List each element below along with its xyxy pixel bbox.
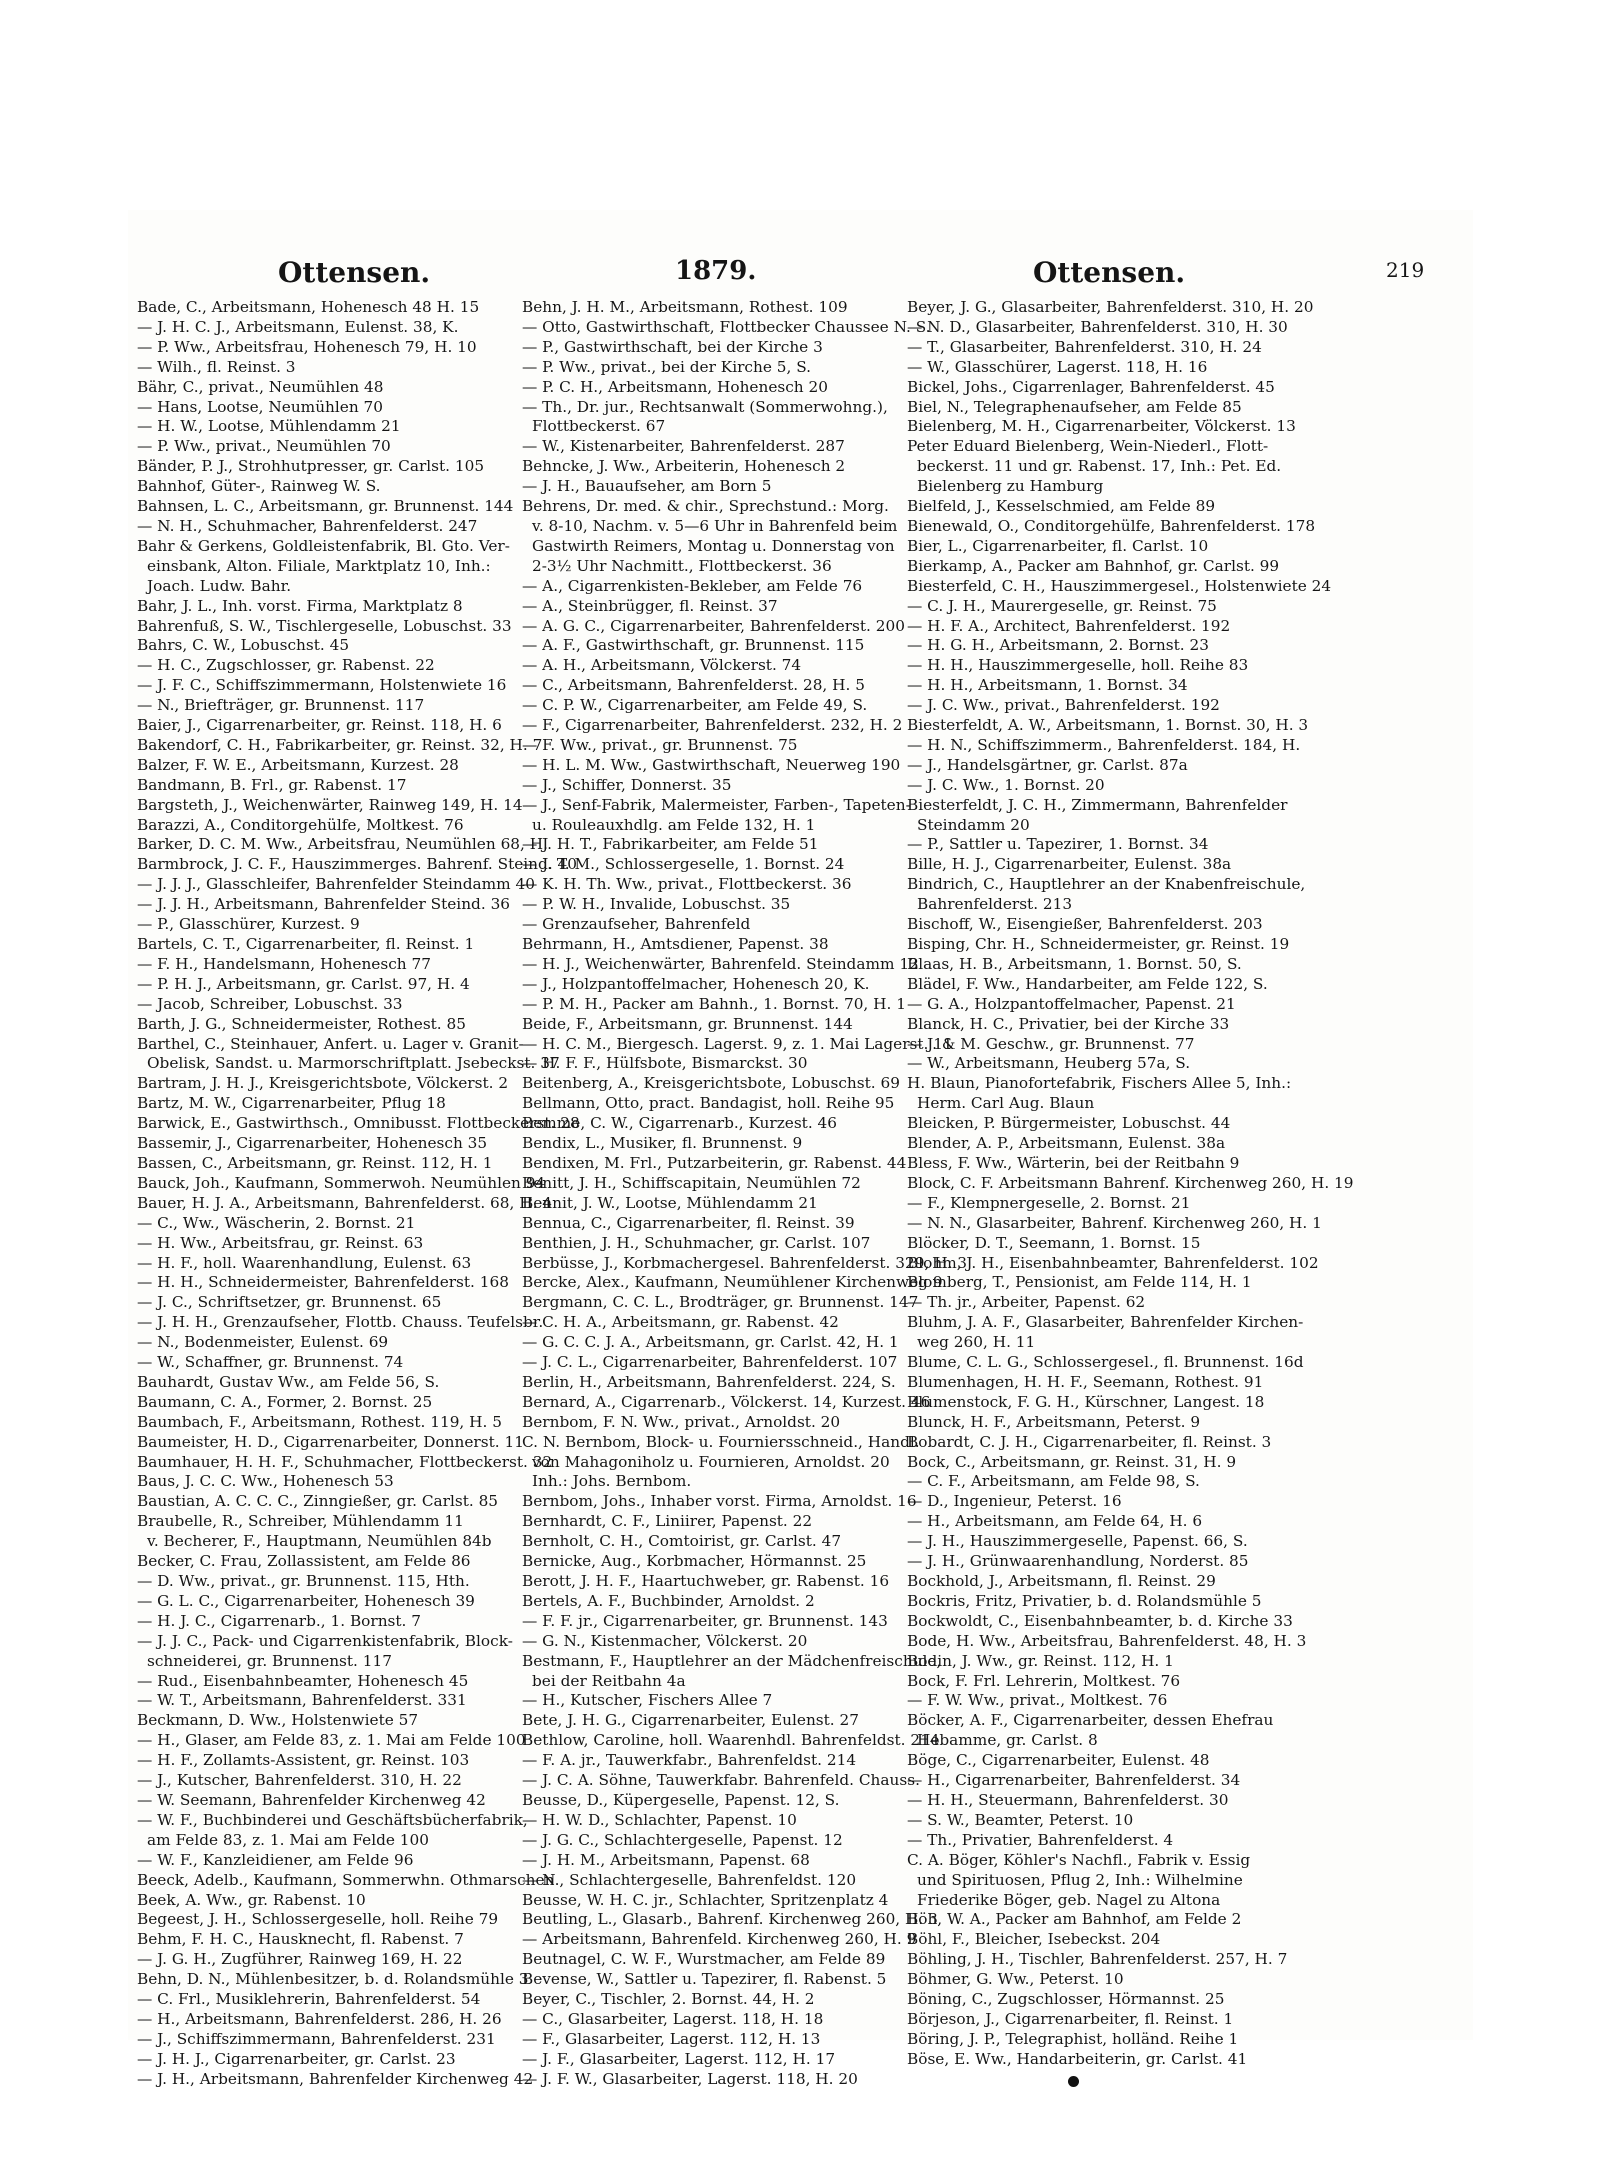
directory-entry: Bassemir, J., Cigarrenarbeiter, Hohenesch 35 — [137, 1134, 488, 1153]
directory-entry: Blomberg, T., Pensionist, am Felde 114, H. 1 — [907, 1273, 1252, 1292]
directory-entry: — J. C. Ww., 1. Bornst. 20 — [907, 775, 1105, 794]
directory-entry: — W., Arbeitsmann, Heuberg 57a, S. — [907, 1054, 1191, 1073]
directory-entry: Blunck, H. F., Arbeitsmann, Peterst. 9 — [907, 1412, 1201, 1431]
directory-entry: Bernbom, Johs., Inhaber vorst. Firma, Arnoldst. 16 — [522, 1492, 917, 1511]
directory-entry: — H. C. M., Biergesch. Lagerst. 9, z. 1. Mai Lagerst. 11 — [522, 1034, 953, 1053]
directory-entry: Blume, C. L. G., Schlossergesel., fl. Brunnenst. 16d — [907, 1353, 1304, 1372]
directory-entry: Böcker, A. F., Cigarrenarbeiter, dessen Ehefrau — [907, 1711, 1274, 1730]
directory-entry: Bartz, M. W., Cigarrenarbeiter, Pflug 18 — [137, 1094, 446, 1113]
directory-entry: Bielfeld, J., Kesselschmied, am Felde 89 — [907, 497, 1216, 516]
directory-entry: — J. T. M., Schlossergeselle, 1. Bornst. 24 — [522, 855, 845, 874]
directory-entry: — J. H., Arbeitsmann, Bahrenfelder Kirchenweg 42 — [137, 2069, 534, 2088]
directory-entry: — F., Cigarrenarbeiter, Bahrenfelderst. 232, H. 2 — [522, 716, 903, 735]
directory-entry: — Arbeitsmann, Bahrenfeld. Kirchenweg 260, H. 9 — [522, 1930, 917, 1949]
directory-entry: Bahrs, C. W., Lobuschst. 45 — [137, 636, 350, 655]
directory-entry: Braubelle, R., Schreiber, Mühlendamm 11 — [137, 1512, 464, 1531]
directory-entry: Bercke, Alex., Kaufmann, Neumühlener Kirchenweg 9 — [522, 1273, 943, 1292]
directory-entry: — H. C., Zugschlosser, gr. Rabenst. 22 — [137, 656, 435, 675]
directory-entry: — A., Cigarrenkisten-Bekleber, am Felde 76 — [522, 576, 863, 595]
directory-entry: — J., Holzpantoffelmacher, Hohenesch 20, K. — [522, 974, 870, 993]
directory-entry: — T., Glasarbeiter, Bahrenfelderst. 310, H. 24 — [907, 337, 1262, 356]
directory-entry: Bierkamp, A., Packer am Bahnhof, gr. Carlst. 99 — [907, 556, 1280, 575]
directory-entry: Berott, J. H. F., Haartuchweber, gr. Rabenst. 16 — [522, 1572, 890, 1590]
directory-entry: Beide, F., Arbeitsmann, gr. Brunnenst. 144 — [522, 1014, 853, 1033]
directory-entry: Bock, F. Frl. Lehrerin, Moltkest. 76 — [907, 1671, 1181, 1690]
directory-entry: — N. H., Schuhmacher, Bahrenfelderst. 247 — [137, 516, 478, 535]
directory-entry: Becker, C. Frau, Zollassistent, am Felde 86 — [137, 1552, 471, 1571]
directory-entry: — A., Steinbrügger, fl. Reinst. 37 — [522, 596, 778, 615]
directory-entry: Friederike Böger, geb. Nagel zu Altona — [917, 1890, 1221, 1909]
directory-entry: — H. H., Hauszimmergeselle, holl. Reihe 83 — [907, 656, 1249, 675]
directory-entry: — W. Seemann, Bahrenfelder Kirchenweg 42 — [137, 1790, 486, 1809]
directory-entry: Baus, J. C. C. Ww., Hohenesch 53 — [137, 1472, 394, 1491]
directory-entry: v. Becherer, F., Hauptmann, Neumühlen 84b — [147, 1532, 492, 1551]
directory-entry: Obelisk, Sandst. u. Marmorschriftplatt. Jsebeckst. 37 — [147, 1054, 560, 1073]
directory-entry: — W., Schaffner, gr. Brunnenst. 74 — [137, 1353, 404, 1372]
directory-entry: — J. J. C., Pack- und Cigarrenkistenfabrik, Block- — [137, 1631, 513, 1650]
directory-entry: Baumann, C. A., Former, 2. Bornst. 25 — [137, 1392, 433, 1411]
directory-entry: Baumhauer, H. H. F., Schuhmacher, Flottbeckerst. 32 — [137, 1452, 553, 1471]
directory-entry: — H. N., Schiffszimmerm., Bahrenfelderst. 184, H. — [907, 735, 1301, 754]
directory-entry: Beeck, Adelb., Kaufmann, Sommerwhn. Othmarschen — [137, 1870, 555, 1889]
directory-entry: Börjeson, J., Cigarrenarbeiter, fl. Reinst. 1 — [907, 2009, 1234, 2028]
directory-entry: — J. H. T., Fabrikarbeiter, am Felde 51 — [522, 835, 819, 854]
directory-entry: Block, C. F. Arbeitsmann Bahrenf. Kirchenweg 260, H. 19 — [907, 1173, 1354, 1192]
header-left-title: Ottensen. — [278, 256, 431, 289]
directory-entry: — J. F., Glasarbeiter, Lagerst. 112, H. 17 — [522, 2049, 836, 2068]
directory-entry: Inh.: Johs. Bernbom. — [532, 1472, 692, 1491]
directory-entry: — W. F., Buchbinderei und Geschäftsbücherfabrik, — [137, 1810, 528, 1829]
directory-entry: Bete, J. H. G., Cigarrenarbeiter, Eulenst. 27 — [522, 1711, 859, 1730]
directory-entry: v. 8-10, Nachm. v. 5—6 Uhr in Bahrenfeld beim — [532, 516, 898, 535]
directory-entry: — Rud., Eisenbahnbeamter, Hohenesch 45 — [137, 1671, 469, 1690]
directory-entry: Bahr & Gerkens, Goldleistenfabrik, Bl. Gto. Ver- — [137, 536, 510, 555]
directory-entry: — J. C. Ww., privat., Bahrenfelderst. 192 — [907, 696, 1220, 715]
directory-entry: Baustian, A. C. C. C., Zinngießer, gr. Carlst. 85 — [137, 1492, 499, 1511]
directory-entry: — C., Ww., Wäscherin, 2. Bornst. 21 — [137, 1213, 416, 1232]
directory-entry: Bähr, C., privat., Neumühlen 48 — [137, 377, 384, 396]
directory-entry: — J. H. C. J., Arbeitsmann, Eulenst. 38, K. — [137, 317, 459, 336]
directory-entry: — D. Ww., privat., gr. Brunnenst. 115, Hth. — [137, 1572, 470, 1590]
directory-entry: Bahr, J. L., Inh. vorst. Firma, Marktplatz 8 — [137, 596, 463, 615]
directory-entry: — J. C. A. Söhne, Tauwerkfabr. Bahrenfeld. Chauss. — [522, 1771, 920, 1790]
directory-entry: Blender, A. P., Arbeitsmann, Eulenst. 38a — [907, 1134, 1226, 1153]
directory-entry: — H. W., Lootse, Mühlendamm 21 — [137, 417, 401, 436]
directory-entry: C. N. Bernbom, Block- u. Fourniersschneid., Handl. — [522, 1432, 920, 1451]
directory-entry: — N. D., Glasarbeiter, Bahrenfelderst. 310, H. 30 — [907, 317, 1288, 336]
directory-entry: — N., Bodenmeister, Eulenst. 69 — [137, 1333, 389, 1352]
directory-entry: Bernicke, Aug., Korbmacher, Hörmannst. 25 — [522, 1552, 867, 1571]
directory-entry: — H. J., Weichenwärter, Bahrenfeld. Steindamm 12 — [522, 954, 919, 973]
directory-entry: Bassen, C., Arbeitsmann, gr. Reinst. 112, H. 1 — [137, 1153, 493, 1172]
directory-entry: — H. L. M. Ww., Gastwirthschaft, Neuerweg 190 — [522, 755, 901, 774]
directory-entry: — Wilh., fl. Reinst. 3 — [137, 357, 296, 376]
directory-entry: — J. G. H., Zugführer, Rainweg 169, H. 22 — [137, 1950, 463, 1969]
directory-entry: Berlin, H., Arbeitsmann, Bahrenfelderst. 224, S. — [522, 1372, 896, 1391]
directory-entry: — F., Klempnergeselle, 2. Bornst. 21 — [907, 1193, 1191, 1212]
directory-entry: Bienewald, O., Conditorgehülfe, Bahrenfelderst. 178 — [907, 516, 1316, 535]
directory-entry: — H. F. A., Architect, Bahrenfelderst. 192 — [907, 616, 1231, 635]
directory-entry: Bandmann, B. Frl., gr. Rabenst. 17 — [137, 775, 407, 794]
directory-column-3 — [907, 298, 1354, 2070]
directory-entry: Blöcker, D. T., Seemann, 1. Bornst. 15 — [907, 1233, 1201, 1252]
directory-entry: Blädel, F. Ww., Handarbeiter, am Felde 122, S. — [907, 974, 1268, 993]
directory-entry: — J. C. L., Cigarrenarbeiter, Bahrenfelderst. 107 — [522, 1353, 898, 1372]
directory-entry: am Felde 83, z. 1. Mai am Felde 100 — [147, 1830, 429, 1849]
directory-entry: Bennua, C., Cigarrenarbeiter, fl. Reinst. 39 — [522, 1213, 855, 1232]
directory-entry: C. A. Böger, Köhler's Nachfl., Fabrik v. Essig — [907, 1850, 1251, 1869]
directory-entry: Gastwirth Reimers, Montag u. Donnerstag von — [532, 536, 895, 555]
directory-entry: — H. F. F., Hülfsbote, Bismarckst. 30 — [522, 1054, 808, 1073]
directory-entry: Behrens, Dr. med. & chir., Sprechstund.: Morg. — [522, 497, 889, 516]
directory-entry: — C. J. H., Maurergeselle, gr. Reinst. 75 — [907, 596, 1217, 615]
directory-entry: — F. A. jr., Tauwerkfabr., Bahrenfeldst. 214 — [522, 1751, 857, 1770]
directory-entry: — P. Ww., Arbeitsfrau, Hohenesch 79, H. 10 — [137, 337, 477, 356]
directory-entry: — J., Handelsgärtner, gr. Carlst. 87a — [907, 755, 1188, 774]
directory-entry: Bischoff, W., Eisengießer, Bahrenfelderst. 203 — [907, 915, 1263, 934]
directory-entry: Beyer, J. G., Glasarbeiter, Bahrenfelderst. 310, H. 20 — [907, 298, 1314, 316]
directory-entry: — Grenzaufseher, Bahrenfeld — [522, 915, 751, 934]
directory-entry: Bernard, A., Cigarrenarb., Völckerst. 14, Kurzest. 46 — [522, 1392, 931, 1411]
page-header — [138, 250, 1474, 290]
directory-entry: Bauck, Joh., Kaufmann, Sommerwoh. Neumühlen 94 — [137, 1173, 546, 1192]
printer-mark — [1068, 2076, 1079, 2087]
directory-entry: Berbüsse, J., Korbmachergesel. Bahrenfelderst. 329, H. 3 — [522, 1253, 967, 1272]
directory-entry: — P., Sattler u. Tapezirer, 1. Bornst. 34 — [907, 835, 1209, 854]
directory-entry: — W., Kistenarbeiter, Bahrenfelderst. 287 — [522, 437, 845, 456]
directory-entry: Böhling, J. H., Tischler, Bahrenfelderst. 257, H. 7 — [907, 1950, 1288, 1969]
directory-entry: — G. A., Holzpantoffelmacher, Papenst. 21 — [907, 994, 1236, 1013]
directory-entry: Bahrenfuß, S. W., Tischlergeselle, Lobuschst. 33 — [137, 616, 512, 635]
directory-entry: — H. H., Steuermann, Bahrenfelderst. 30 — [907, 1790, 1229, 1809]
directory-entry: — P., Gastwirthschaft, bei der Kirche 3 — [522, 337, 823, 356]
page-number: 219 — [1386, 258, 1425, 282]
directory-entry: Bade, C., Arbeitsmann, Hohenesch 48 H. 15 — [137, 298, 480, 316]
directory-entry: Peter Eduard Bielenberg, Wein-Niederl., Flott- — [907, 437, 1269, 456]
directory-entry: — J., Schiffszimmermann, Bahrenfelderst. 231 — [137, 2029, 496, 2048]
directory-entry: — Jacob, Schreiber, Lobuschst. 33 — [137, 994, 403, 1013]
directory-entry: — G. L. C., Cigarrenarbeiter, Hohenesch 39 — [137, 1591, 475, 1610]
directory-entry: Bartels, C. T., Cigarrenarbeiter, fl. Reinst. 1 — [137, 935, 475, 953]
directory-entry: — P. H. J., Arbeitsmann, gr. Carlst. 97, H. 4 — [137, 974, 470, 993]
directory-entry: — A. F., Gastwirthschaft, gr. Brunnenst. 115 — [522, 636, 865, 655]
directory-entry: Böning, C., Zugschlosser, Hörmannst. 25 — [907, 1990, 1225, 2009]
directory-entry: — H., Arbeitsmann, Bahrenfelderst. 286, H. 26 — [137, 2009, 502, 2028]
directory-entry: — W., Glasschürer, Lagerst. 118, H. 16 — [907, 357, 1208, 376]
directory-entry: schneiderei, gr. Brunnenst. 117 — [147, 1651, 392, 1670]
directory-entry: — A. H., Arbeitsmann, Völckerst. 74 — [522, 656, 802, 675]
directory-column-2 — [522, 298, 967, 2090]
directory-entry: — P. M. H., Packer am Bahnh., 1. Bornst. 70, H. 1 — [522, 994, 906, 1013]
directory-entry: — J. C., Schriftsetzer, gr. Brunnenst. 65 — [137, 1293, 442, 1312]
directory-entry: — J. H. H., Grenzaufseher, Flottb. Chauss. Teufelsbr. — [137, 1313, 544, 1332]
directory-entry: Flottbeckerst. 67 — [532, 417, 666, 436]
directory-entry: — J., Senf-Fabrik, Malermeister, Farben-, Tapeten- — [522, 795, 911, 814]
directory-entry: Bobardt, C. J. H., Cigarrenarbeiter, fl. Reinst. 3 — [907, 1432, 1272, 1451]
directory-entry: Bless, F. Ww., Wärterin, bei der Reitbahn 9 — [907, 1153, 1240, 1172]
directory-entry: Bänder, P. J., Strohhutpresser, gr. Carlst. 105 — [137, 457, 485, 476]
directory-entry: — H. H., Schneidermeister, Bahrenfelderst. 168 — [137, 1273, 509, 1292]
directory-entry: — J. H. M., Arbeitsmann, Papenst. 68 — [522, 1850, 810, 1869]
directory-entry: Bielenberg, M. H., Cigarrenarbeiter, Völckerst. 13 — [907, 417, 1296, 436]
directory-entry: — J. H., Grünwaarenhandlung, Norderst. 85 — [907, 1552, 1249, 1571]
directory-entry: Benitt, J. H., Schiffscapitain, Neumühlen 72 — [522, 1173, 861, 1192]
directory-entry: Bestmann, F., Hauptlehrer an der Mädchenfreischule, — [522, 1651, 942, 1670]
directory-entry: — J., Schiffer, Donnerst. 35 — [522, 775, 732, 794]
directory-entry: Beutnagel, C. W. F., Wurstmacher, am Felde 89 — [522, 1950, 886, 1969]
directory-entry: Bode, H. Ww., Arbeitsfrau, Bahrenfelderst. 48, H. 3 — [907, 1631, 1307, 1650]
directory-entry: Beek, A. Ww., gr. Rabenst. 10 — [137, 1890, 366, 1909]
directory-entry: — C. H. A., Arbeitsmann, gr. Rabenst. 42 — [522, 1313, 839, 1332]
directory-entry: Bergmann, C. C. L., Brodträger, gr. Brunnenst. 147 — [522, 1293, 919, 1312]
directory-entry: Behn, J. H. M., Arbeitsmann, Rothest. 109 — [522, 298, 848, 316]
directory-entry: Böhmer, G. Ww., Peterst. 10 — [907, 1970, 1124, 1989]
directory-entry: Bertels, A. F., Buchbinder, Arnoldst. 2 — [522, 1591, 815, 1610]
directory-entry: Bluhm, J. A. F., Glasarbeiter, Bahrenfelder Kirchen- — [907, 1313, 1304, 1332]
directory-entry: — H. F., Zollamts-Assistent, gr. Reinst. 103 — [137, 1751, 470, 1770]
directory-entry: — H. Ww., Arbeitsfrau, gr. Reinst. 63 — [137, 1233, 424, 1252]
directory-entry: — C. F., Arbeitsmann, am Felde 98, S. — [907, 1472, 1200, 1491]
directory-entry: — P. Ww., privat., Neumühlen 70 — [137, 437, 391, 456]
directory-entry: Bodin, J. Ww., gr. Reinst. 112, H. 1 — [907, 1651, 1174, 1670]
directory-entry: Blohm, J. H., Eisenbahnbeamter, Bahrenfelderst. 102 — [907, 1253, 1319, 1272]
directory-entry: Herm. Carl Aug. Blaun — [917, 1094, 1095, 1113]
directory-entry: Barazzi, A., Conditorgehülfe, Moltkest. 76 — [137, 815, 464, 834]
directory-entry: Bevense, W., Sattler u. Tapezirer, fl. Rabenst. 5 — [522, 1970, 887, 1989]
header-year: 1879. — [675, 256, 757, 286]
directory-entry: Bargsteth, J., Weichenwärter, Rainweg 149, H. 14 — [137, 795, 523, 814]
directory-entry: Blaas, H. B., Arbeitsmann, 1. Bornst. 50, S. — [907, 954, 1242, 973]
directory-entry: — F. W. Ww., privat., Moltkest. 76 — [907, 1691, 1168, 1710]
directory-entry: — Th., Privatier, Bahrenfelderst. 4 — [907, 1830, 1174, 1849]
directory-entry: Baumbach, F., Arbeitsmann, Rothest. 119, H. 5 — [137, 1412, 502, 1431]
directory-entry: — G. C. C. J. A., Arbeitsmann, gr. Carlst. 42, H. 1 — [522, 1333, 899, 1352]
directory-entry: von Mahagoniholz u. Fournieren, Arnoldst. 20 — [532, 1452, 890, 1471]
directory-entry: Blumenhagen, H. H. F., Seemann, Rothest. 91 — [907, 1372, 1264, 1391]
directory-entry: H. Blaun, Pianofortefabrik, Fischers Allee 5, Inh.: — [907, 1074, 1292, 1093]
directory-entry: — S. W., Beamter, Peterst. 10 — [907, 1810, 1134, 1829]
directory-entry: Begeest, J. H., Schlossergeselle, holl. Reihe 79 — [137, 1910, 499, 1929]
directory-entry: Behrmann, H., Amtsdiener, Papenst. 38 — [522, 935, 829, 953]
directory-entry: Bellmann, Otto, pract. Bandagist, holl. Reihe 95 — [522, 1094, 895, 1113]
directory-entry: Bier, L., Cigarrenarbeiter, fl. Carlst. 10 — [907, 536, 1209, 555]
directory-entry: Bickel, Johs., Cigarrenlager, Bahrenfelderst. 45 — [907, 377, 1275, 396]
directory-entry: — P., Glasschürer, Kurzest. 9 — [137, 915, 360, 934]
directory-entry: Bockwoldt, C., Eisenbahnbeamter, b. d. Kirche 33 — [907, 1611, 1293, 1630]
directory-entry: Barker, D. C. M. Ww., Arbeitsfrau, Neumühlen 68, H. — [137, 835, 548, 854]
directory-entry: Bartram, J. H. J., Kreisgerichtsbote, Völckerst. 2 — [137, 1074, 509, 1093]
directory-entry: Bethlow, Caroline, holl. Waarenhdl. Bahrenfeldst. 214 — [522, 1731, 940, 1750]
directory-entry: Bock, C., Arbeitsmann, gr. Reinst. 31, H. 9 — [907, 1452, 1237, 1471]
directory-entry: — D., Ingenieur, Peterst. 16 — [907, 1492, 1122, 1511]
directory-entry: Biesterfeldt, J. C. H., Zimmermann, Bahrenfelder — [907, 795, 1288, 814]
directory-entry: Bockhold, J., Arbeitsmann, fl. Reinst. 29 — [907, 1572, 1216, 1590]
directory-entry: — Th., Dr. jur., Rechtsanwalt (Sommerwohng.), — [522, 397, 888, 416]
directory-entry: — N., Schlachtergeselle, Bahrenfeldst. 120 — [522, 1870, 857, 1889]
directory-entry: Bauer, H. J. A., Arbeitsmann, Bahrenfelderst. 68, H. 4 — [137, 1193, 553, 1212]
directory-entry: einsbank, Alton. Filiale, Marktplatz 10, Inh.: — [147, 556, 491, 575]
directory-entry: Blanck, H. C., Privatier, bei der Kirche 33 — [907, 1014, 1230, 1033]
directory-entry: — W. T., Arbeitsmann, Bahrenfelderst. 331 — [137, 1691, 467, 1710]
directory-entry: — N. N., Glasarbeiter, Bahrenf. Kirchenweg 260, H. 1 — [907, 1213, 1322, 1232]
directory-entry: — P. W. H., Invalide, Lobuschst. 35 — [522, 895, 791, 914]
directory-entry: — J. F. C., Schiffszimmermann, Holstenwiete 16 — [137, 676, 507, 695]
directory-column-1 — [137, 298, 580, 2090]
directory-entry: Bille, H. J., Cigarrenarbeiter, Eulenst. 38a — [907, 855, 1232, 874]
directory-entry: — H., Arbeitsmann, am Felde 64, H. 6 — [907, 1512, 1203, 1531]
directory-entry: — H. F., holl. Waarenhandlung, Eulenst. 63 — [137, 1253, 472, 1272]
directory-entry: Bauhardt, Gustav Ww., am Felde 56, S. — [137, 1372, 440, 1391]
directory-entry: — J., Kutscher, Bahrenfelderst. 310, H. 22 — [137, 1771, 462, 1790]
directory-entry: Behn, D. N., Mühlenbesitzer, b. d. Rolandsmühle 3 — [137, 1970, 529, 1989]
directory-entry: Böhl, F., Bleicher, Isebeckst. 204 — [907, 1930, 1161, 1949]
directory-entry: — H. J. C., Cigarrenarb., 1. Bornst. 7 — [137, 1611, 422, 1630]
directory-entry: — K. H. Th. Ww., privat., Flottbeckerst. 36 — [522, 875, 852, 894]
directory-entry: — J. H. J., Cigarrenarbeiter, gr. Carlst. 23 — [137, 2049, 456, 2068]
directory-entry: Bahrenfelderst. 213 — [917, 895, 1073, 914]
directory-entry: — J. J. H., Arbeitsmann, Bahrenfelder Steind. 36 — [137, 895, 511, 914]
directory-entry: Behncke, J. Ww., Arbeiterin, Hohenesch 2 — [522, 457, 846, 476]
directory-entry: Bemme, C. W., Cigarrenarb., Kurzest. 46 — [522, 1114, 838, 1133]
directory-entry: Bernholt, C. H., Comtoirist, gr. Carlst. 47 — [522, 1532, 842, 1551]
directory-entry: 2-3½ Uhr Nachmitt., Flottbeckerst. 36 — [532, 556, 832, 575]
directory-entry: Baier, J., Cigarrenarbeiter, gr. Reinst. 118, H. 6 — [137, 716, 502, 735]
directory-entry: — F., Glasarbeiter, Lagerst. 112, H. 13 — [522, 2029, 821, 2048]
directory-entry: Baumeister, H. D., Cigarrenarbeiter, Donnerst. 11 — [137, 1432, 524, 1451]
directory-entry: — J. & M. Geschw., gr. Brunnenst. 77 — [907, 1034, 1195, 1053]
directory-entry: Böring, J. P., Telegraphist, holländ. Reihe 1 — [907, 2029, 1239, 2048]
directory-entry: bei der Reitbahn 4a — [532, 1671, 686, 1690]
directory-entry: — J. H., Hauszimmergeselle, Papenst. 66, S. — [907, 1532, 1248, 1551]
directory-entry: — Otto, Gastwirthschaft, Flottbecker Chaussee N. S. — [522, 317, 931, 336]
directory-entry: Benthien, J. H., Schuhmacher, gr. Carlst. 107 — [522, 1233, 871, 1252]
directory-entry: u. Rouleauxhdlg. am Felde 132, H. 1 — [532, 815, 816, 834]
directory-entry: Bernhardt, C. F., Liniirer, Papenst. 22 — [522, 1512, 813, 1531]
directory-entry: — C. P. W., Cigarrenarbeiter, am Felde 49, S. — [522, 696, 868, 715]
directory-entry: Biesterfeld, C. H., Hauszimmergesel., Holstenwiete 24 — [907, 576, 1332, 595]
directory-entry: Bennit, J. W., Lootse, Mühlendamm 21 — [522, 1193, 818, 1212]
directory-entry: — P. Ww., privat., bei der Kirche 5, S. — [522, 357, 811, 376]
directory-entry: — H. W. D., Schlachter, Papenst. 10 — [522, 1810, 797, 1829]
directory-entry: — J. F. W., Glasarbeiter, Lagerst. 118, H. 20 — [522, 2069, 858, 2088]
directory-entry: — J. H., Bauaufseher, am Born 5 — [522, 477, 772, 496]
directory-entry: und Spirituosen, Pflug 2, Inh.: Wilhelmine — [917, 1870, 1243, 1889]
directory-entry: — P. C. H., Arbeitsmann, Hohenesch 20 — [522, 377, 828, 396]
directory-entry: — Th. jr., Arbeiter, Papenst. 62 — [907, 1293, 1146, 1312]
directory-entry: — A. G. C., Cigarrenarbeiter, Bahrenfelderst. 200 — [522, 616, 905, 635]
directory-entry: Bindrich, C., Hauptlehrer an der Knabenfreischule, — [907, 875, 1306, 894]
directory-entry: Barwick, E., Gastwirthsch., Omnibusst. Flottbeckerst. 28 — [137, 1114, 580, 1133]
directory-entry: Joach. Ludw. Bahr. — [147, 576, 292, 595]
directory-entry: Böh, W. A., Packer am Bahnhof, am Felde 2 — [907, 1910, 1242, 1929]
directory-entry: Barmbrock, J. C. F., Hauszimmerges. Bahrenf. Steind. 40 — [137, 855, 578, 874]
directory-entry: — C., Arbeitsmann, Bahrenfelderst. 28, H. 5 — [522, 676, 865, 695]
directory-entry: Blumenstock, F. G. H., Kürschner, Langest. 18 — [907, 1392, 1265, 1411]
directory-entry: — W. F., Kanzleidiener, am Felde 96 — [137, 1850, 414, 1869]
directory-entry: Behm, F. H. C., Hausknecht, fl. Rabenst. 7 — [137, 1930, 464, 1949]
directory-entry: Beusse, D., Küpergeselle, Papenst. 12, S. — [522, 1790, 840, 1809]
directory-entry: Beitenberg, A., Kreisgerichtsbote, Lobuschst. 69 — [522, 1074, 900, 1093]
directory-entry: — J. J. J., Glasschleifer, Bahrenfelder Steindamm 40 — [137, 875, 536, 894]
directory-entry: Beckmann, D. Ww., Holstenwiete 57 — [137, 1711, 419, 1730]
directory-entry: Bahnsen, L. C., Arbeitsmann, gr. Brunnenst. 144 — [137, 497, 514, 516]
directory-entry: Bielenberg zu Hamburg — [917, 477, 1104, 496]
directory-entry: — C., Glasarbeiter, Lagerst. 118, H. 18 — [522, 2009, 824, 2028]
directory-entry: — F. H., Handelsmann, Hohenesch 77 — [137, 954, 431, 973]
header-right-title: Ottensen. — [1033, 256, 1186, 289]
directory-entry: Böge, C., Cigarrenarbeiter, Eulenst. 48 — [907, 1751, 1210, 1770]
directory-entry: Biesterfeldt, A. W., Arbeitsmann, 1. Bornst. 30, H. 3 — [907, 716, 1309, 735]
directory-entry: Bendixen, M. Frl., Putzarbeiterin, gr. Rabenst. 44 — [522, 1153, 907, 1172]
directory-entry: — H., Kutscher, Fischers Allee 7 — [522, 1691, 773, 1710]
directory-entry: Bernbom, F. N. Ww., privat., Arnoldst. 20 — [522, 1412, 841, 1431]
directory-entry: — H., Cigarrenarbeiter, Bahrenfelderst. 34 — [907, 1771, 1241, 1790]
directory-entry: Hebamme, gr. Carlst. 8 — [917, 1731, 1098, 1750]
directory-entry: beckerst. 11 und gr. Rabenst. 17, Inh.: Pet. Ed. — [917, 457, 1282, 476]
directory-entry: — Hans, Lootse, Neumühlen 70 — [137, 397, 384, 416]
directory-entry: Beutling, L., Glasarb., Bahrenf. Kirchenweg 260, H. 3 — [522, 1910, 938, 1929]
directory-entry: — H. H., Arbeitsmann, 1. Bornst. 34 — [907, 676, 1188, 695]
directory-entry: — J. G. C., Schlachtergeselle, Papenst. 12 — [522, 1830, 843, 1849]
directory-entry: Beyer, C., Tischler, 2. Bornst. 44, H. 2 — [522, 1990, 815, 2009]
directory-entry: weg 260, H. 11 — [917, 1333, 1036, 1352]
directory-entry: Bleicken, P. Bürgermeister, Lobuschst. 44 — [907, 1114, 1231, 1133]
directory-entry: Balzer, F. W. E., Arbeitsmann, Kurzest. 28 — [137, 755, 459, 774]
directory-entry: — C. Frl., Musiklehrerin, Bahrenfelderst. 54 — [137, 1990, 481, 2009]
directory-entry: Beusse, W. H. C. jr., Schlachter, Spritzenplatz 4 — [522, 1890, 889, 1909]
directory-entry: — N., Briefträger, gr. Brunnenst. 117 — [137, 696, 425, 715]
directory-entry: Biel, N., Telegraphenaufseher, am Felde 85 — [907, 397, 1242, 416]
directory-entry: — F. F. jr., Cigarrenarbeiter, gr. Brunnenst. 143 — [522, 1611, 888, 1630]
directory-entry: — G. N., Kistenmacher, Völckerst. 20 — [522, 1631, 808, 1650]
directory-entry: Barth, J. G., Schneidermeister, Rothest. 85 — [137, 1014, 467, 1033]
directory-entry: Böse, E. Ww., Handarbeiterin, gr. Carlst. 41 — [907, 2049, 1248, 2068]
directory-entry: Steindamm 20 — [917, 815, 1030, 834]
directory-entry: — F. Ww., privat., gr. Brunnenst. 75 — [522, 735, 798, 754]
directory-entry: Bahnhof, Güter-, Rainweg W. S. — [137, 477, 381, 496]
directory-entry: Bockris, Fritz, Privatier, b. d. Rolandsmühle 5 — [907, 1591, 1262, 1610]
directory-entry: Bisping, Chr. H., Schneidermeister, gr. Reinst. 19 — [907, 935, 1290, 953]
directory-entry: — H. G. H., Arbeitsmann, 2. Bornst. 23 — [907, 636, 1209, 655]
directory-entry: Bendix, L., Musiker, fl. Brunnenst. 9 — [522, 1134, 803, 1153]
directory-entry: Bakendorf, C. H., Fabrikarbeiter, gr. Reinst. 32, H. 7 — [137, 735, 543, 754]
directory-entry: Barthel, C., Steinhauer, Anfert. u. Lager v. Granit- — [137, 1034, 524, 1053]
directory-entry: — H., Glaser, am Felde 83, z. 1. Mai am Felde 100 — [137, 1731, 526, 1750]
